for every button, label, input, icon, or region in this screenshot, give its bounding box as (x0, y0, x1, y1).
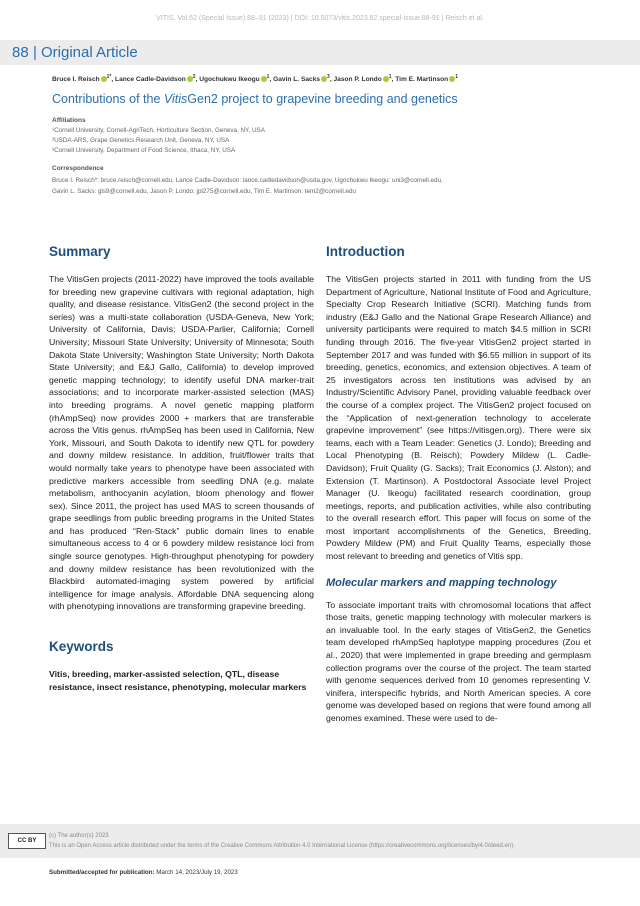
summary-heading: Summary (49, 244, 111, 259)
keywords-heading: Keywords (49, 639, 114, 655)
keywords-block (49, 639, 314, 693)
author: Tim E. Martinson $^1$ (395, 74, 458, 84)
author-list: Bruce I. Reisch $^{1*}$, Lance Cadle-Davidson $^2$, Ugochukwu Ikeogu $^1$, Gavin L. Sacks $^3$, Jason P. Londo $^1$, Tim E. Martinson $^1$ (52, 74, 458, 84)
submission-dates: Submitted/accepted for publication: March 14, 2023/July 19, 2023 (49, 869, 238, 876)
article-title: Contributions of the VitisGen2 project to grapevine breeding and genetics (52, 92, 458, 106)
page-number: 88 (12, 44, 29, 61)
right-column (326, 244, 591, 725)
summary-text: The VitisGen projects (2011-2022) have improved the tools available for breeding new grapevine cultivars with regional adaptation, high quality, and disease resistance. VitisGen2 (the second project in the series) was a multi-state collaboration (USDA-Geneva, New York; University of California, Davis; USDA-Parlier, California; Cornell University; Missouri State University; University of Minnesota; South Dakota State University; Washington State University; North Dakota State University; and E&J Gallo, California) to develop improved genetic mapping technology; to identify useful DNA marker-trait associations; and to incorporate marker-assisted selection (MAS) into breeding programs. A novel genetic mapping platform (rhAmpSeq) now provides 2000 + markers that are transferable across the Vitis genus. rhAmpSeq has been used in California, New York, Missouri, and South Dakota to identify new QTL for powdery and downy mildew resistance. In addition, fruit/flower traits that would normally take years to phenotype have been associated with predictive markers accessible from seedling DNA (e.g. malate metabolism, anthocyanin acylation, bloom phenology and flower sex). Since 2011, the project has used MAS to screen thousands of grape seedlings from public breeding programs in the United States and has produced “Ren-Stack” public domain lines to enable simultaneous access to 4 or 6 powdery mildew resistance loci from single source genotypes. High-throughput phenotyping for powdery and downy mildew resistance has been revolutionized with the Blackbird automated-imaging system powered by artificial intelligence for image analysis. Affordable DNA sequencing along with phenotyping innovations are transforming grapevine breeding. (49, 274, 314, 612)
introduction-text: The VitisGen projects started in 2011 with funding from the US Department of Agriculture, National Institute of Food and Agriculture, Specialty Crop Research Initiative (SCRI). Matching funds from industry (E&J Gallo and the National Grape Research Alliance) and university participants were required to match $4.5 million in SCRI funding through 2016. The five-year VitisGen2 project started in September 2017 and was funded with $6.55 million in support of its breeding, genetics, economics, and extension objectives. A team of 25 investigators across ten institutions was advised by an Industry/Scientific Advisory Panel, providing valuable feedback over the course of a complex project. The VitisGen2 project focused on the “Application of next-generation technology to accelerate grapevine improvement” (see https://vitisgen.org). There were six teams, each with a Team Leader: Genetics (J. Londo); Breeding and Local Phenotyping (B. Reisch); Powdery Mildew (L. Cadle-Davidson); Fruit Quality (G. Sacks); Trait Economics (J. Alston); and Extension (T. Martinson). A Postdoctoral Associate level Project Manager (U. Ikeogu) facilitated research coordination, group meetings, reports, and publication activities, while also contributing to the overall research effort. This paper will focus on some of the most important accomplishments of the Genetics, Breeding, Powdery Mildew (PM) and Fruit Quality Teams, especially those most relevant to breeding and genetics of Vitis spp. (326, 274, 591, 562)
affiliation-1: ¹Cornell University, Cornell-AgriTech, Horticulture Section, Geneva, NY, USA (52, 127, 265, 134)
molecular-text: To associate important traits with chromosomal locations that affect those traits, genetic mapping technology with molecular markers is an invaluable tool. In the early stages of VitisGen2, the Genetics team developed rhAmpSeq haplotype mapping procedures (Zou et al., 2020) that were implemented in grape breeding and germplasm collection programs over the course of the project. The team started with genome sequences derived from 10 genomes representing V. vinifera, interspecific hybrids, and North American species. A core genome was developed based on regions that were found among all genomes examined. These were used to de- (326, 599, 591, 723)
introduction-heading: Introduction (326, 244, 405, 259)
separator: | (33, 44, 37, 61)
author: Lance Cadle-Davidson $^2$ (115, 74, 196, 84)
correspondence-heading: Correspondence (52, 165, 104, 172)
correspondence (52, 175, 612, 197)
license-band (0, 824, 640, 858)
author: Ugochukwu Ikeogu $^1$ (199, 74, 270, 84)
molecular-heading: Molecular markers and mapping technology (326, 576, 557, 589)
copyright: (c) The author(s) 2023 (49, 833, 109, 839)
license-text: This is an Open Access article distributed under the terms of the Creative Commons Attribution 4.0 International License (https://creativecommons.org/licenses/by/4.0/deed.en). (49, 843, 515, 849)
section-label: Original Article (41, 44, 138, 61)
author: Gavin L. Sacks $^3$ (273, 74, 330, 84)
cc-license-icon[interactable]: CC BY (8, 833, 46, 849)
author: Jason P. Londo $^1$ (333, 74, 392, 84)
correspondence-line-2: Gavin L. Sacks: gls9@cornell.edu, Jason P. Londo: jpl275@cornell.edu, Tim E. Martinson: tem2@cornell.edu (52, 188, 356, 195)
affiliation-2: ²USDA-ARS, Grape Genetics Research Unit, Geneva, NY, USA (52, 137, 230, 144)
affiliations-heading: Affiliations (52, 117, 86, 124)
keywords-text: Vitis, breeding, marker-assisted selection, QTL, disease resistance, insect resistance, phenotyping, molecular markers (49, 669, 307, 692)
section-band (0, 40, 640, 65)
correspondence-line-1: Bruce I. Reisch*: bruce.reisch@cornell.edu, Lance Cadle-Davidson: lance.cadledavidson@usda.gov, Ugochukwu Ikeogu: uni3@cornell.edu, (52, 177, 443, 184)
left-column (49, 244, 314, 693)
author: Bruce I. Reisch $^{1*}$ (52, 74, 112, 84)
affiliation-3: ³Cornell University, Department of Food Science, Ithaca, NY, USA (52, 147, 236, 154)
running-head: VITIS, Vol.62 (Special Issue):88–91 (2023) | DOI: 10.5073/vitis.2023.62.special-issue.88-91 | Reisch et al. (156, 15, 484, 22)
